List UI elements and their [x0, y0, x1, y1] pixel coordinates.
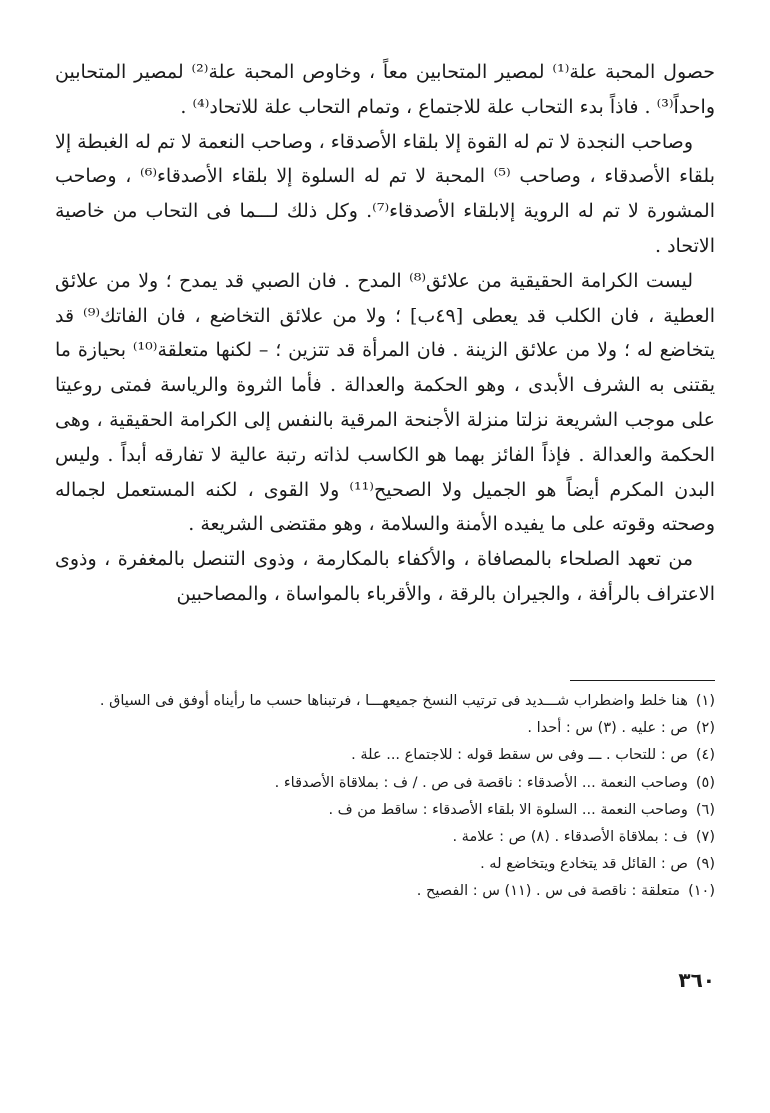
footnote-text: ص : القائل قد يتخادع ويتخاضع له . [480, 856, 688, 873]
footnote [95, 688, 715, 715]
footnote-text: وصاحب النعمة ... الأصدقاء : ناقصة فى ص . / ف : بملاقاة الأصدقاء . [274, 774, 688, 791]
footnote-number: (٥) [695, 774, 715, 791]
paragraph-3: ليست الكرامة الحقيقية من علائق⁽⁸⁾ المدح . فان الصبي قد يمدح ؛ ولا من علائق العطية ، فان الكلب قد يعطى [٤٩ب] ؛ ولا من علائق التخاضع ، فان الفاتك⁽⁹⁾ قد يتخاضع له ؛ ولا من علائق الزينة . فان المرأة قد تتزين ؛ – لكنها متعلقة⁽¹⁰⁾ بحيازة ما يقتنى به الشرف الأبدى ، وهو الحكمة والعدالة . فأما الثروة والرياسة فمتى روعيتا على موجب الشريعة نزلتا منزلة الأجنحة المرقية بالنفس إلى الكرامة الحقيقية ، وهى الحكمة والعدالة . فإذاً الفائز بهما هو الكاسب لذاته رتبة عالية لا تفارقه أبداً . وليس البدن المكرم أيضاً هو الجميل ولا الصحيح⁽¹¹⁾ ولا القوى ، لكنه المستعمل لجماله وصحته وقوته على ما يفيده الأمنة والسلامة ، وهو مقتضى الشريعة . [55, 269, 716, 536]
paragraph-2: وصاحب النجدة لا تم له القوة إلا بلقاء الأصدقاء ، وصاحب النعمة لا تم له الغبطة إلا بلقاء الأصدقاء ، وصاحب ⁽⁵⁾ المحبة لا تم له السلوة إلا بلقاء الأصدقاء⁽⁶⁾ ، وصاحب المشورة لا تم له الروية إلابلقاء الأصدقاء⁽⁷⁾. وكل ذلك لـــما فى التحاب من خاصية الاتحاد . [55, 130, 715, 257]
footnote-text: ص : عليه . (٣) س : أحدا . [527, 720, 688, 737]
page-number: ٣٦٠ [678, 968, 715, 992]
footnote-separator [570, 680, 715, 681]
footnote-number: (٩) [695, 856, 715, 873]
main-text [55, 55, 715, 612]
footnote [95, 770, 715, 797]
footnote-number: (٦) [695, 801, 715, 818]
footnote-text: هنا خلط واضطراب شـــديد فى ترتيب النسخ جميعهـــا ، فرتبناها حسب ما رأيناه أوفق فى السياق . [99, 693, 688, 709]
footnote-number: (١) [695, 693, 715, 709]
footnote-number: (٧) [695, 829, 715, 846]
footnote [95, 878, 715, 905]
paragraph-4: من تعهد الصلحاء بالمصافاة ، والأكفاء بالمكارمة ، وذوى التنصل بالمغفرة ، وذوى الاعتراف بالرأفة ، والجيران بالرقة ، والأقرباء بالمواساة ، والمصاحبين [55, 548, 715, 605]
footnote-number: (٢) [695, 720, 715, 737]
footnote [95, 851, 715, 878]
footnote [95, 824, 715, 851]
footnote-number: (١٠) [688, 883, 715, 900]
footnote-text: ف : بملاقاة الأصدقاء . (٨) ص : علامة . [452, 829, 688, 846]
footnote [95, 797, 715, 824]
footnote-text: ص : للتحاب . ـــ وفى س سقط قوله : للاجتماع ... علة . [351, 747, 688, 764]
footnote [95, 715, 715, 742]
footnote [95, 742, 715, 769]
footnote-number: (٤) [695, 747, 715, 764]
footnote-text: وصاحب النعمة ... السلوة الا بلقاء الأصدقاء : ساقط من ف . [328, 801, 688, 818]
footnotes [95, 688, 715, 906]
footnote-text: متعلقة : ناقصة فى س . (١١) س : الفصيح . [416, 883, 681, 900]
paragraph-1: حصول المحبة علة⁽¹⁾ لمصير المتحابين معاً ، وخاوص المحبة علة⁽²⁾ لمصير المتحابين واحداً⁽³⁾ . فاذاً بدء التحاب علة للاجتماع ، وتمام التحاب علة للاتحاد⁽⁴⁾ . [55, 61, 715, 118]
